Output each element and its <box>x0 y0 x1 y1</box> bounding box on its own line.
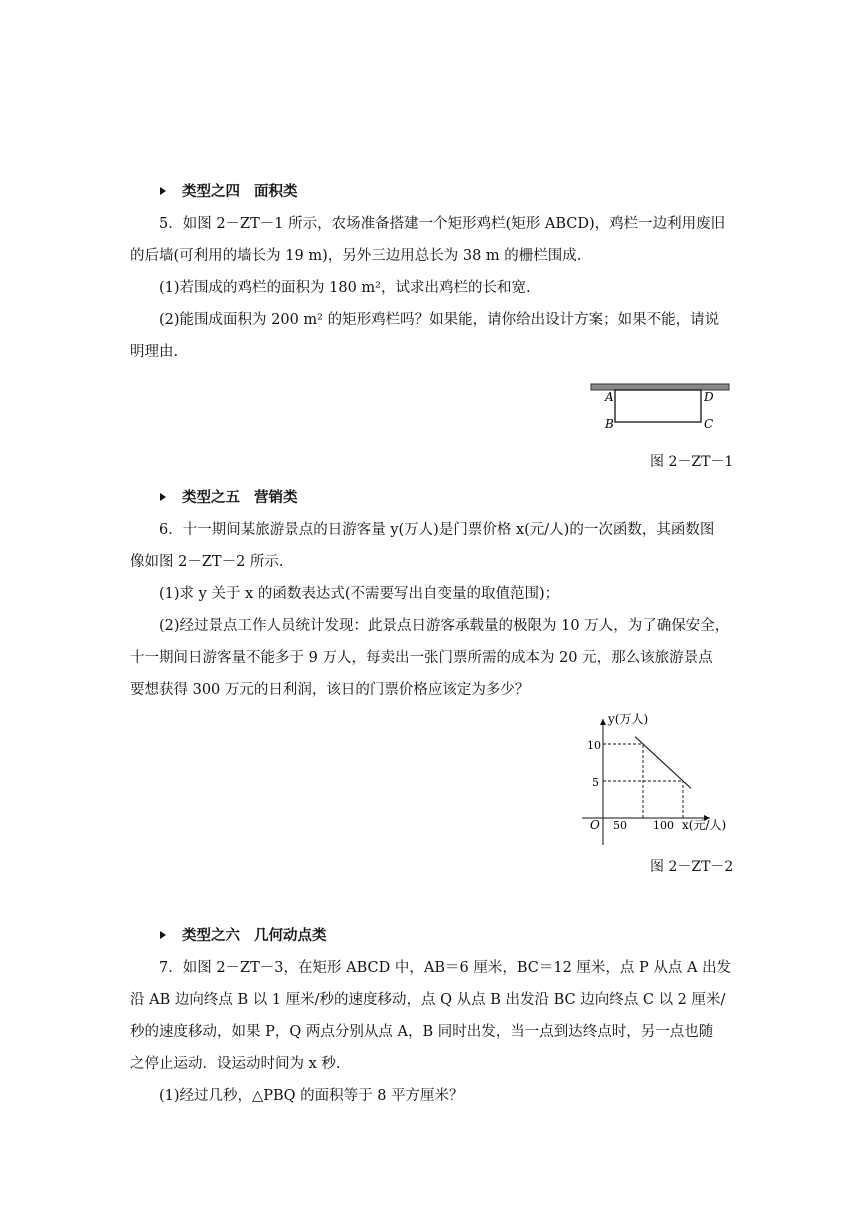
label-a: A <box>605 390 614 404</box>
q5-part1: (1)若围成的鸡栏的面积为 180 m²，试求出鸡栏的长和宽. <box>159 280 531 296</box>
section-label: 类型之五 <box>182 489 240 506</box>
figure-chicken-pen <box>585 378 735 438</box>
q5-part2a: (2)能围成面积为 200 m² 的矩形鸡栏吗？如果能，请你给出设计方案；如果不能，请说 <box>159 312 720 328</box>
section-header-geometry <box>160 924 327 945</box>
x-tick-50: 50 <box>613 819 627 832</box>
y-tick-5: 5 <box>592 776 599 789</box>
section-name: 营销类 <box>254 489 298 506</box>
q6-line1: 6．十一期间某旅游景点的日游客量 y(万人)是门票价格 x(元/人)的一次函数，其函数图 <box>159 522 715 538</box>
q7-line3: 秒的速度移动，如果 P，Q 两点分别从点 A，B 同时出发，当一点到达终点时，另一点也随 <box>130 1024 714 1040</box>
x-tick-100: 100 <box>653 819 674 832</box>
label-d: D <box>704 390 714 404</box>
x-axis-label: x(元/人) <box>682 818 727 832</box>
q7-part1: (1)经过几秒，△PBQ 的面积等于 8 平方厘米？ <box>159 1088 464 1104</box>
section-name: 面积类 <box>254 183 298 200</box>
figure-2-caption: 图 2－ZT－2 <box>650 859 734 875</box>
label-c: C <box>704 417 714 431</box>
figure-function-graph <box>570 705 740 850</box>
q5-line1: 5．如图 2－ZT－1 所示，农场准备搭建一个矩形鸡栏(矩形 ABCD)，鸡栏一边利用废旧 <box>159 216 726 232</box>
section-name: 几何动点类 <box>254 927 327 944</box>
origin-label: O <box>590 818 600 832</box>
q7-line2: 沿 AB 边向终点 B 以 1 厘米/秒的速度移动，点 Q 从点 B 出发沿 BC 边向终点 C 以 2 厘米/ <box>130 992 726 1008</box>
q6-part2a: (2)经过景点工作人员统计发现：此景点日游客承载量的极限为 10 万人，为了确保安全， <box>159 618 730 634</box>
q7-line4: 之停止运动．设运动时间为 x 秒. <box>130 1056 341 1072</box>
triangle-bullet-icon <box>160 931 166 939</box>
q6-part1: (1)求 y 关于 x 的函数表达式(不需要写出自变量的取值范围)； <box>159 586 560 602</box>
section-label: 类型之六 <box>182 927 240 944</box>
section-label: 类型之四 <box>182 183 240 200</box>
y-axis-label: y(万人) <box>608 712 649 726</box>
question-6 <box>130 514 730 706</box>
y-tick-10: 10 <box>587 739 601 752</box>
q6-part2b: 十一期间日游客量不能多于 9 万人，每卖出一张门票所需的成本为 20 元，那么该旅游景点 <box>130 650 713 666</box>
q5-part2b: 明理由. <box>130 344 179 360</box>
q7-line1: 7．如图 2－ZT－3，在矩形 ABCD 中，AB＝6 厘米，BC＝12 厘米，点 P 从点 A 出发 <box>159 960 732 976</box>
section-header-marketing <box>160 486 298 507</box>
section-header-area <box>160 180 298 201</box>
triangle-bullet-icon <box>160 187 166 195</box>
figure-1-caption: 图 2－ZT－1 <box>650 454 734 470</box>
q5-line2: 的后墙(可利用的墙长为 19 m)，另外三边用总长为 38 m 的栅栏围成. <box>130 248 582 264</box>
triangle-bullet-icon <box>160 493 166 501</box>
question-7 <box>130 952 730 1112</box>
label-b: B <box>605 417 614 431</box>
q6-part2c: 要想获得 300 万元的日利润，该日的门票价格应该定为多少？ <box>130 682 530 698</box>
question-5 <box>130 208 730 368</box>
q6-line2: 像如图 2－ZT－2 所示. <box>130 554 284 570</box>
pen-rectangle <box>615 390 701 422</box>
